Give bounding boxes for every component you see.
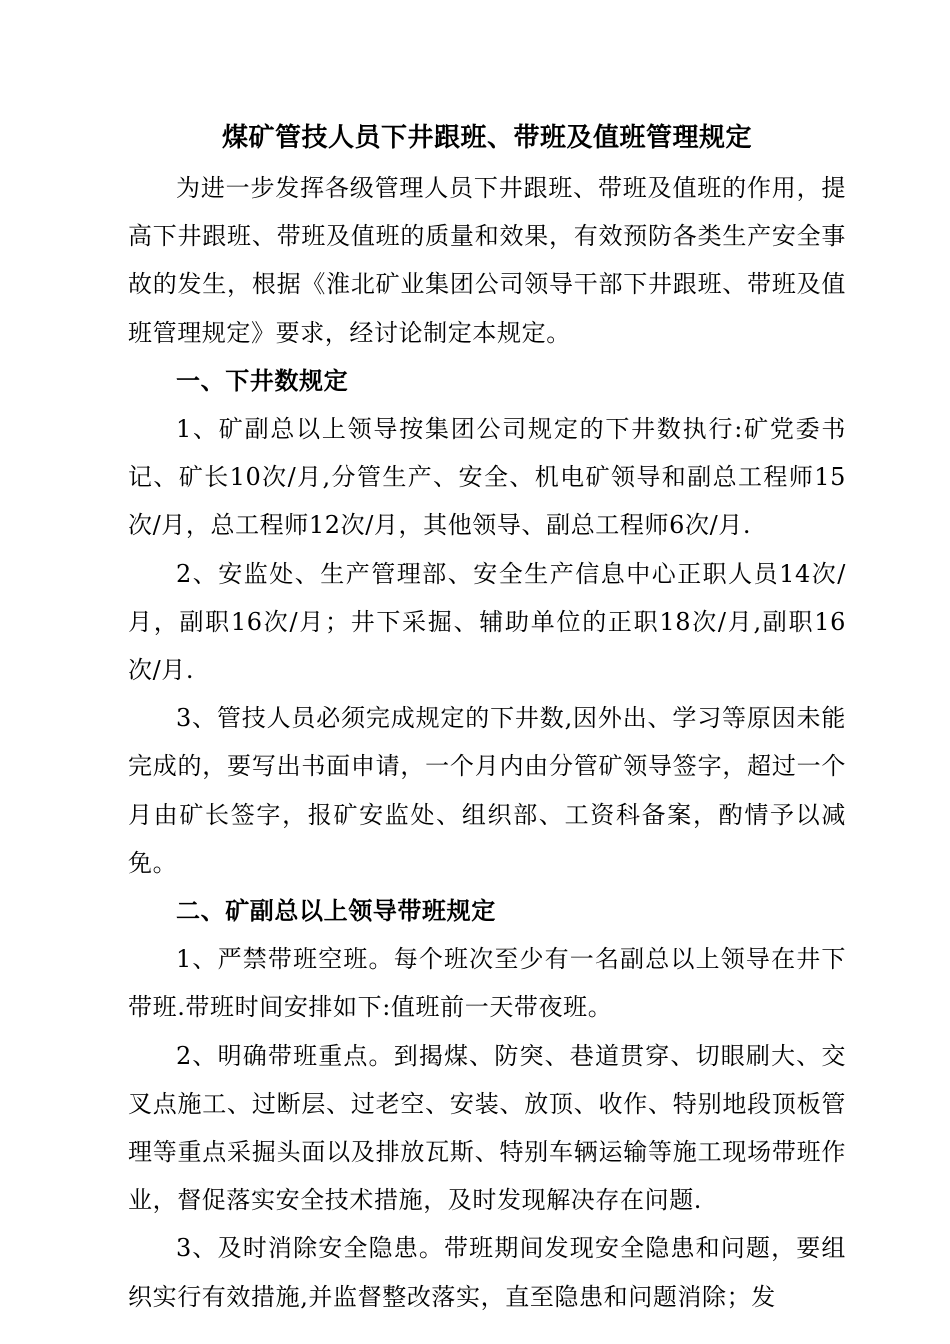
document-page — [128, 112, 846, 1321]
quota-item-1: 1、矿副总以上领导按集团公司规定的下井数执行:矿党委书记、矿长10次/月,分管生产、安全、机电矿领导和副总工程师15次/月，总工程师12次/月，其他领导、副总工程师6次/月. — [128, 415, 846, 540]
intro-paragraph: 为进一步发挥各级管理人员下井跟班、带班及值班的作用，提高下井跟班、带班及值班的质量和效果，有效预防各类生产安全事故的发生，根据《淮北矿业集团公司领导干部下井跟班、带班及值班管理规定》要求，经讨论制定本规定。 — [128, 174, 846, 347]
leadership-item-2: 2、明确带班重点。到揭煤、防突、巷道贯穿、切眼刷大、交叉点施工、过断层、过老空、安装、放顶、收作、特别地段顶板管理等重点采掘头面以及排放瓦斯、特别车辆运输等施工现场带班作业，督促落实安全技术措施，及时发现解决存在问题. — [128, 1041, 846, 1215]
document-title: 煤矿管技人员下井跟班、带班及值班管理规定 — [221, 123, 752, 153]
quota-item-2: 2、安监处、生产管理部、安全生产信息中心正职人员14次/月，副职16次/月；井下采掘、辅助单位的正职18次/月,副职16次/月. — [128, 559, 846, 685]
quota-item-3: 3、管技人员必须完成规定的下井数,因外出、学习等原因未能完成的，要写出书面申请，一个月内由分管矿领导签字，超过一个月由矿长签字，报矿安监处、组织部、工资科备案，酌情予以减免。 — [128, 704, 846, 877]
section-heading-quota: 一、下井数规定 — [176, 366, 349, 395]
leadership-item-1: 1、严禁带班空班。每个班次至少有一名副总以上领导在井下带班.带班时间安排如下:值班前一天带夜班。 — [128, 945, 846, 1022]
section-heading-leadership-shift: 二、矿副总以上领导带班规定 — [176, 897, 496, 926]
leadership-item-3: 3、及时消除安全隐患。带班期间发现安全隐患和问题，要组织实行有效措施,并监督整改落实，直至隐患和问题消除；发 — [128, 1234, 846, 1311]
